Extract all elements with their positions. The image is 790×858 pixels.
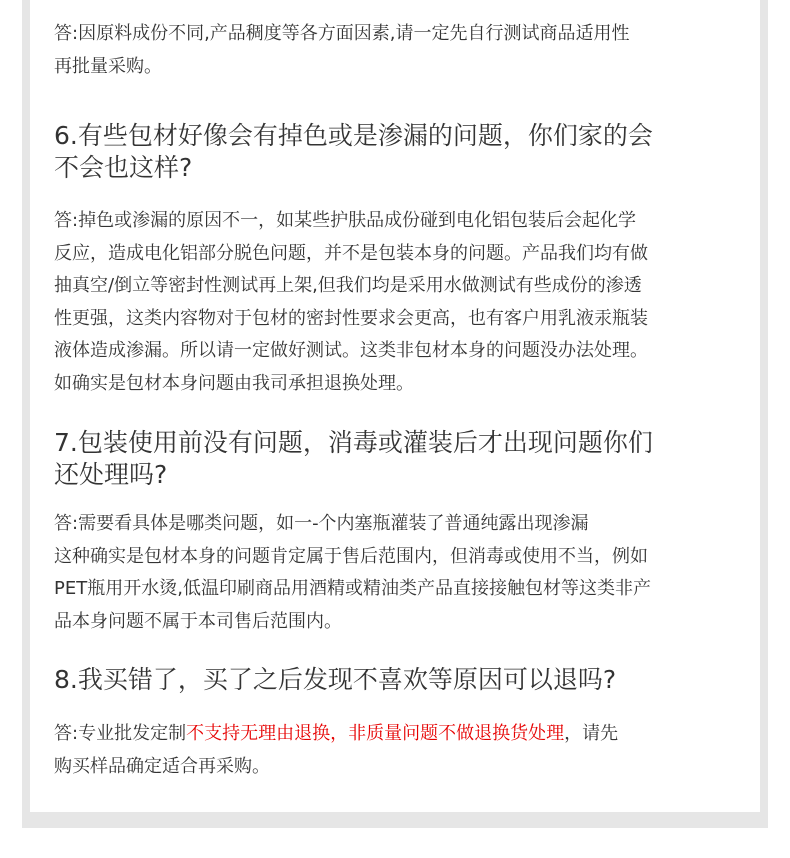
answer-6-line: 性更强，这类内容物对于包材的密封性要求会更高，也有客户用乳液汞瓶装	[54, 307, 648, 329]
answer-8-line	[54, 718, 754, 751]
faq-content	[54, 18, 754, 783]
question-6-heading	[54, 120, 754, 184]
answer-7-line: 品本身问题不属于本司售后范围内。	[54, 610, 342, 632]
question-7-heading	[54, 427, 754, 491]
answer-8-suffix: ，请先	[564, 723, 619, 744]
answer-6	[54, 205, 754, 400]
answer-6-line: 抽真空/倒立等密封性测试再上架,但我们均是采用水做测试有些成份的渗透	[54, 275, 642, 296]
answer-6-line: 液体造成渗漏。所以请一定做好测试。这类非包材本身的问题没办法处理。	[54, 340, 648, 361]
question-7-line: 7.包装使用前没有问题，消毒或灌装后才出现问题你们	[54, 428, 653, 457]
answer-5-line: 再批量采购。	[54, 55, 162, 77]
question-6-line: 6.有些包材好像会有掉色或是渗漏的问题，你们家的会	[54, 121, 653, 150]
answer-6-line: 反应，造成电化铝部分脱色问题，并不是包装本身的问题。产品我们均有做	[54, 242, 648, 264]
answer-6-line: 如确实是包材本身问题由我司承担退换处理。	[54, 372, 414, 394]
answer-5	[54, 18, 754, 83]
answer-8-highlight: 不支持无理由退换，非质量问题不做退换货处理	[186, 723, 565, 744]
answer-7-line: 这种确实是包材本身的问题肯定属于售后范围内，但消毒或使用不当，例如	[54, 545, 648, 567]
answer-7-line: 答:需要看具体是哪类问题，如一-个内塞瓶灌装了普通纯露出现渗漏	[54, 513, 589, 534]
question-8-line: 8.我买错了，买了之后发现不喜欢等原因可以退吗?	[54, 665, 617, 694]
answer-8	[54, 718, 754, 783]
question-7-line: 还处理吗?	[54, 460, 168, 489]
answer-7-line: PET瓶用开水烫,低温印刷商品用酒精或精油类产品直接接触包材等这类非产	[54, 578, 651, 599]
answer-8-line: 购买样品确定适合再采购。	[54, 755, 270, 777]
question-6-line: 不会也这样?	[54, 153, 193, 182]
answer-8-prefix: 答:专业批发定制	[54, 723, 187, 744]
question-8-heading	[54, 664, 754, 696]
answer-6-line: 答:掉色或渗漏的原因不一，如某些护肤品成份碰到电化铝包装后会起化学	[54, 210, 637, 231]
answer-5-line: 答:因原料成份不同,产品稠度等各方面因素,请一定先自行测试商品适用性	[54, 23, 630, 44]
faq-card	[30, 0, 760, 812]
answer-7	[54, 508, 754, 638]
